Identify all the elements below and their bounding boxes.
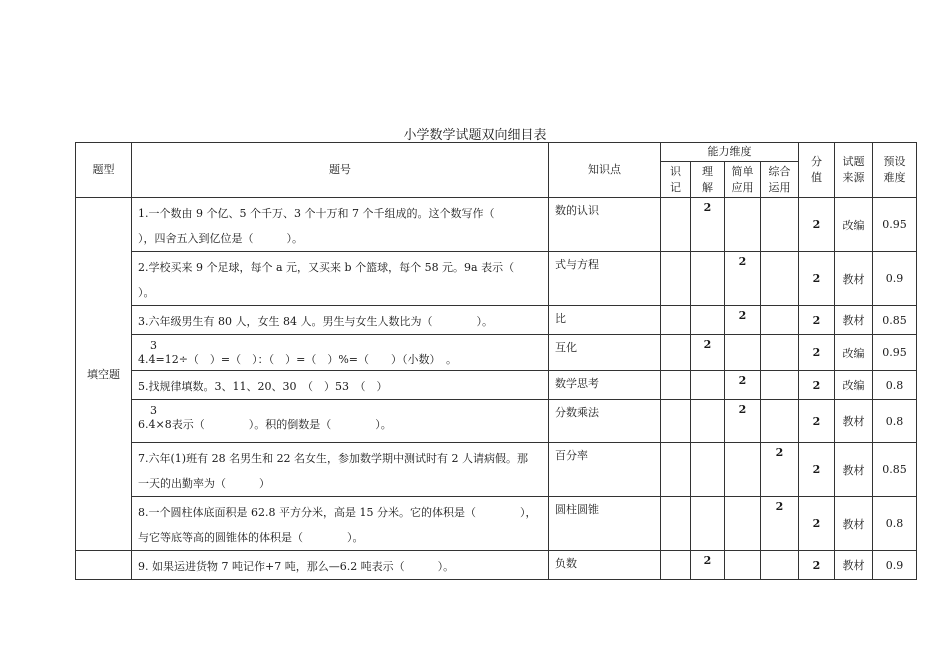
question-text: 7.六年(1)班有 28 名男生和 22 名女生，参加数学期中测试时有 2 人请病假。那 一天的出勤率为（ ） xyxy=(132,443,549,497)
difficulty-value: 0.85 xyxy=(873,306,917,335)
source-value: 教材 xyxy=(835,400,873,443)
table-row xyxy=(76,400,917,443)
ability-mark: 2 xyxy=(725,252,761,306)
question-text: 3.六年级男生有 80 人，女生 84 人。男生与女生人数比为（ ）。 xyxy=(132,306,549,335)
source-value: 改编 xyxy=(835,198,873,252)
header-score: 分 值 xyxy=(799,143,835,198)
difficulty-value: 0.85 xyxy=(873,443,917,497)
knowledge-point: 式与方程 xyxy=(549,252,661,306)
question-text: 3 4.4=12÷（ ）=（ ）：（ ）=（ ）%=（ ）（小数） 。 xyxy=(132,335,549,371)
source-value: 教材 xyxy=(835,551,873,580)
header-ability-understand: 理 解 xyxy=(691,162,725,198)
difficulty-value: 0.9 xyxy=(873,252,917,306)
difficulty-value: 0.9 xyxy=(873,551,917,580)
knowledge-point: 百分率 xyxy=(549,443,661,497)
table-row xyxy=(76,198,917,252)
knowledge-point: 比 xyxy=(549,306,661,335)
source-value: 教材 xyxy=(835,497,873,551)
score-value: 2 xyxy=(799,551,835,580)
knowledge-point: 圆柱圆锥 xyxy=(549,497,661,551)
ability-mark: 2 xyxy=(691,198,725,252)
detail-table xyxy=(75,142,917,580)
score-value: 2 xyxy=(799,443,835,497)
source-value: 教材 xyxy=(835,306,873,335)
score-value: 2 xyxy=(799,335,835,371)
ability-mark: 2 xyxy=(761,497,799,551)
ability-mark: 2 xyxy=(725,371,761,400)
header-ability-memory: 识 记 xyxy=(661,162,691,198)
header-source: 试题 来源 xyxy=(835,143,873,198)
difficulty-value: 0.95 xyxy=(873,198,917,252)
source-value: 教材 xyxy=(835,252,873,306)
table-row xyxy=(76,443,917,497)
ability-mark: 2 xyxy=(761,443,799,497)
difficulty-value: 0.8 xyxy=(873,371,917,400)
score-value: 2 xyxy=(799,198,835,252)
knowledge-point: 分数乘法 xyxy=(549,400,661,443)
table-row xyxy=(76,335,917,371)
question-text: 3 6.4×8表示（ ）。积的倒数是（ ）。 xyxy=(132,400,549,443)
ability-mark: 2 xyxy=(725,306,761,335)
table-row xyxy=(76,497,917,551)
knowledge-point: 互化 xyxy=(549,335,661,371)
knowledge-point: 负数 xyxy=(549,551,661,580)
header-ability: 能力维度 xyxy=(661,143,799,162)
question-text: 8.一个圆柱体底面积是 62.8 平方分米，高是 15 分米。它的体积是（ ）， 与它等底等高的圆锥体的体积是（ ）。 xyxy=(132,497,549,551)
score-value: 2 xyxy=(799,252,835,306)
ability-mark: 2 xyxy=(725,400,761,443)
ability-mark: 2 xyxy=(691,551,725,580)
table-row xyxy=(76,371,917,400)
header-question: 题号 xyxy=(132,143,549,198)
score-value: 2 xyxy=(799,306,835,335)
header-ability-simple-apply: 简单 应用 xyxy=(725,162,761,198)
header-ability-complex-apply: 综合 运用 xyxy=(761,162,799,198)
table-row xyxy=(76,306,917,335)
question-text: 2.学校买来 9 个足球，每个 a 元，又买来 b 个篮球，每个 58 元。9a 表示（ ）。 xyxy=(132,252,549,306)
question-text: 9. 如果运进货物 7 吨记作+7 吨，那么—6.2 吨表示（ ）。 xyxy=(132,551,549,580)
score-value: 2 xyxy=(799,371,835,400)
difficulty-value: 0.8 xyxy=(873,400,917,443)
score-value: 2 xyxy=(799,497,835,551)
score-value: 2 xyxy=(799,400,835,443)
difficulty-value: 0.8 xyxy=(873,497,917,551)
knowledge-point: 数学思考 xyxy=(549,371,661,400)
section-type: 填空题 xyxy=(76,198,132,551)
page-title: 小学数学试题双向细目表 xyxy=(403,128,547,143)
table-row xyxy=(76,551,917,580)
question-text: 1.一个数由 9 个亿、5 个千万、3 个十万和 7 个千组成的。这个数写作（ ），四舍五入到亿位是（ ）。 xyxy=(132,198,549,252)
header-type: 题型 xyxy=(76,143,132,198)
ability-mark: 2 xyxy=(691,335,725,371)
header-knowledge: 知识点 xyxy=(549,143,661,198)
source-value: 改编 xyxy=(835,335,873,371)
question-text: 5.找规律填数。3、11、20、30 （ ）53 （ ） xyxy=(132,371,549,400)
source-value: 改编 xyxy=(835,371,873,400)
header-difficulty: 预设 难度 xyxy=(873,143,917,198)
difficulty-value: 0.95 xyxy=(873,335,917,371)
knowledge-point: 数的认识 xyxy=(549,198,661,252)
table-row xyxy=(76,252,917,306)
source-value: 教材 xyxy=(835,443,873,497)
